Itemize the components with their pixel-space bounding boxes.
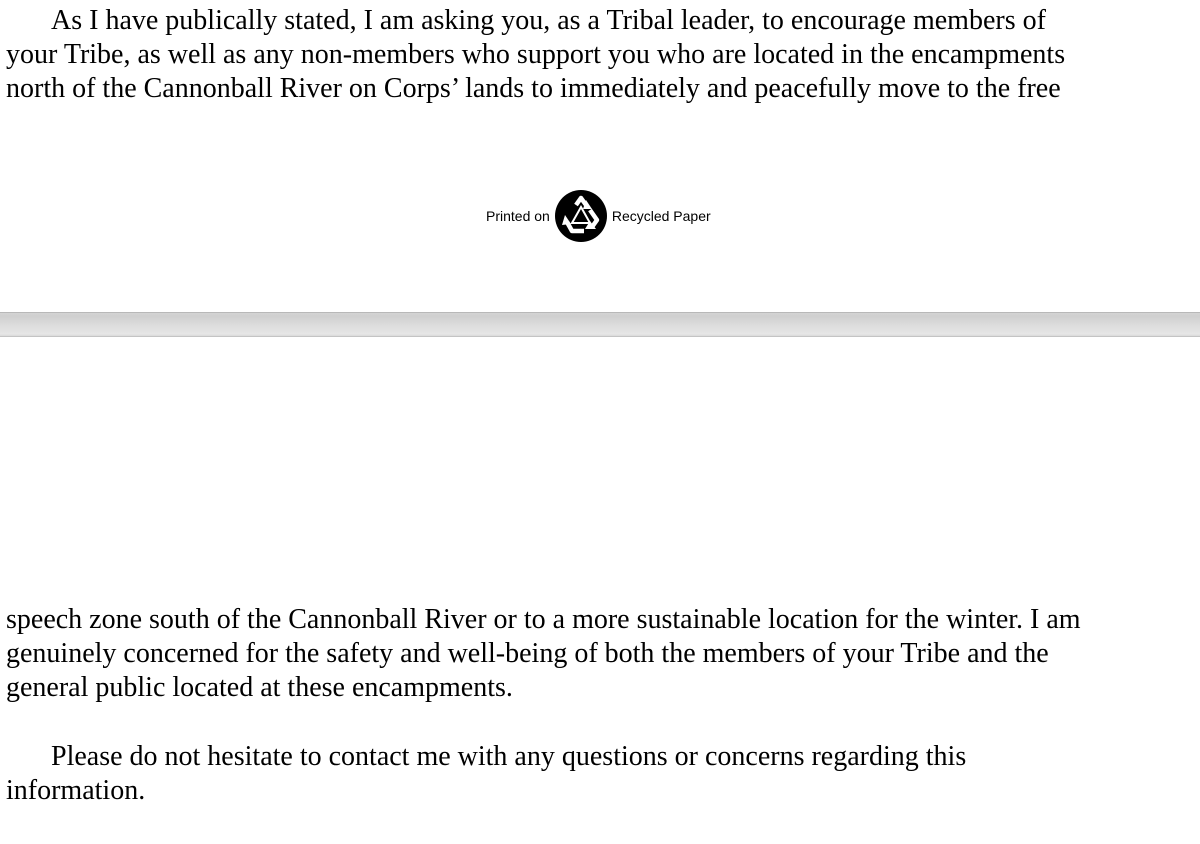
body-text-line: information. <box>6 775 146 806</box>
page-1 <box>0 0 1200 312</box>
body-text-line: speech zone south of the Cannonball River or to a more sustainable location for the winter. I am <box>6 604 1081 635</box>
footer-suffix-text: Recycled Paper <box>611 208 711 224</box>
body-text-line: Please do not hesitate to contact me with any questions or concerns regarding this <box>51 741 967 772</box>
body-text-line: general public located at these encampments. <box>6 672 513 703</box>
body-text-line: north of the Cannonball River on Corps’ lands to immediately and peacefully move to the free <box>6 73 1061 104</box>
recycled-paper-footer <box>486 188 711 244</box>
body-text-line: genuinely concerned for the safety and well-being of both the members of your Tribe and the <box>6 638 1049 669</box>
page-2 <box>0 337 1200 844</box>
body-text-line: your Tribe, as well as any non-members who support you who are located in the encampments <box>6 39 1066 70</box>
footer-prefix-text: Printed on <box>486 208 550 224</box>
page-separator <box>0 312 1200 337</box>
recycle-icon <box>554 189 608 243</box>
body-text-line: As I have publically stated, I am asking you, as a Tribal leader, to encourage members of <box>51 5 1046 36</box>
